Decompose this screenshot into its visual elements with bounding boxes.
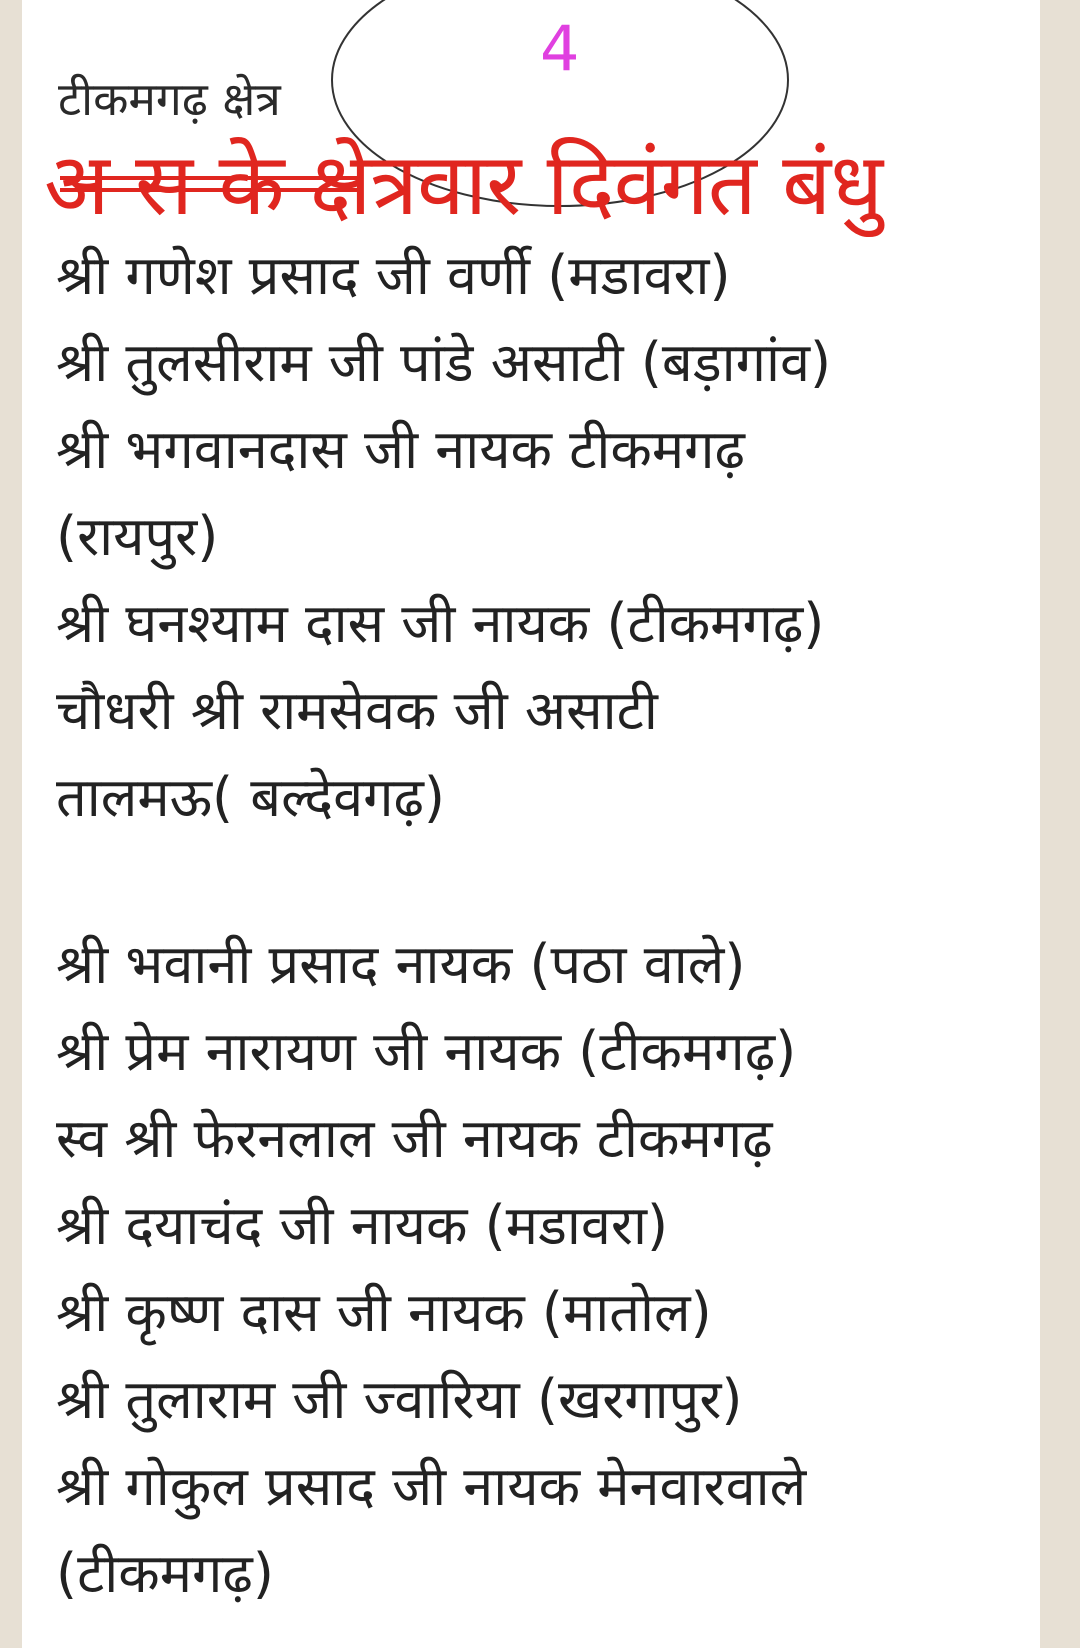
name-item: (रायपुर) xyxy=(56,505,219,568)
name-item: चौधरी श्री रामसेवक जी असाटी xyxy=(56,679,658,742)
name-item: श्री प्रेम नारायण जी नायक (टीकमगढ़) xyxy=(56,1020,797,1083)
name-item: श्री कृष्ण दास जी नायक (मातोल) xyxy=(56,1281,712,1344)
name-item: श्री तुलाराम जी ज्वारिया (खरगापुर) xyxy=(56,1368,743,1431)
page-number: 4 xyxy=(540,12,580,85)
name-item: श्री भवानी प्रसाद नायक (पठा वाले) xyxy=(56,933,746,996)
name-item: श्री घनश्याम दास जी नायक (टीकमगढ़) xyxy=(56,592,825,655)
name-item: श्री तुलसीराम जी पांडे असाटी (बड़ागांव) xyxy=(56,331,832,394)
blank-line xyxy=(56,841,1036,921)
name-item: श्री दयाचंद जी नायक (मडावरा) xyxy=(56,1194,669,1257)
name-item: श्री गोकुल प्रसाद जी नायक मेनवारवाले xyxy=(56,1455,807,1518)
name-item: स्व श्री फेरनलाल जी नायक टीकमगढ़ xyxy=(56,1107,773,1170)
heading: अ स के क्षेत्रवार दिवंगत बंधु xyxy=(44,135,883,235)
name-item: तालमऊ( बल्देवगढ़) xyxy=(56,766,445,829)
region-label: टीकमगढ़ क्षेत्र xyxy=(58,72,281,126)
name-item: (टीकमगढ़) xyxy=(56,1542,274,1605)
name-item: श्री भगवानदास जी नायक टीकमगढ़ xyxy=(56,418,745,481)
name-item: श्री गणेश प्रसाद जी वर्णी (मडावरा) xyxy=(56,244,731,307)
names-list xyxy=(56,232,1036,1617)
